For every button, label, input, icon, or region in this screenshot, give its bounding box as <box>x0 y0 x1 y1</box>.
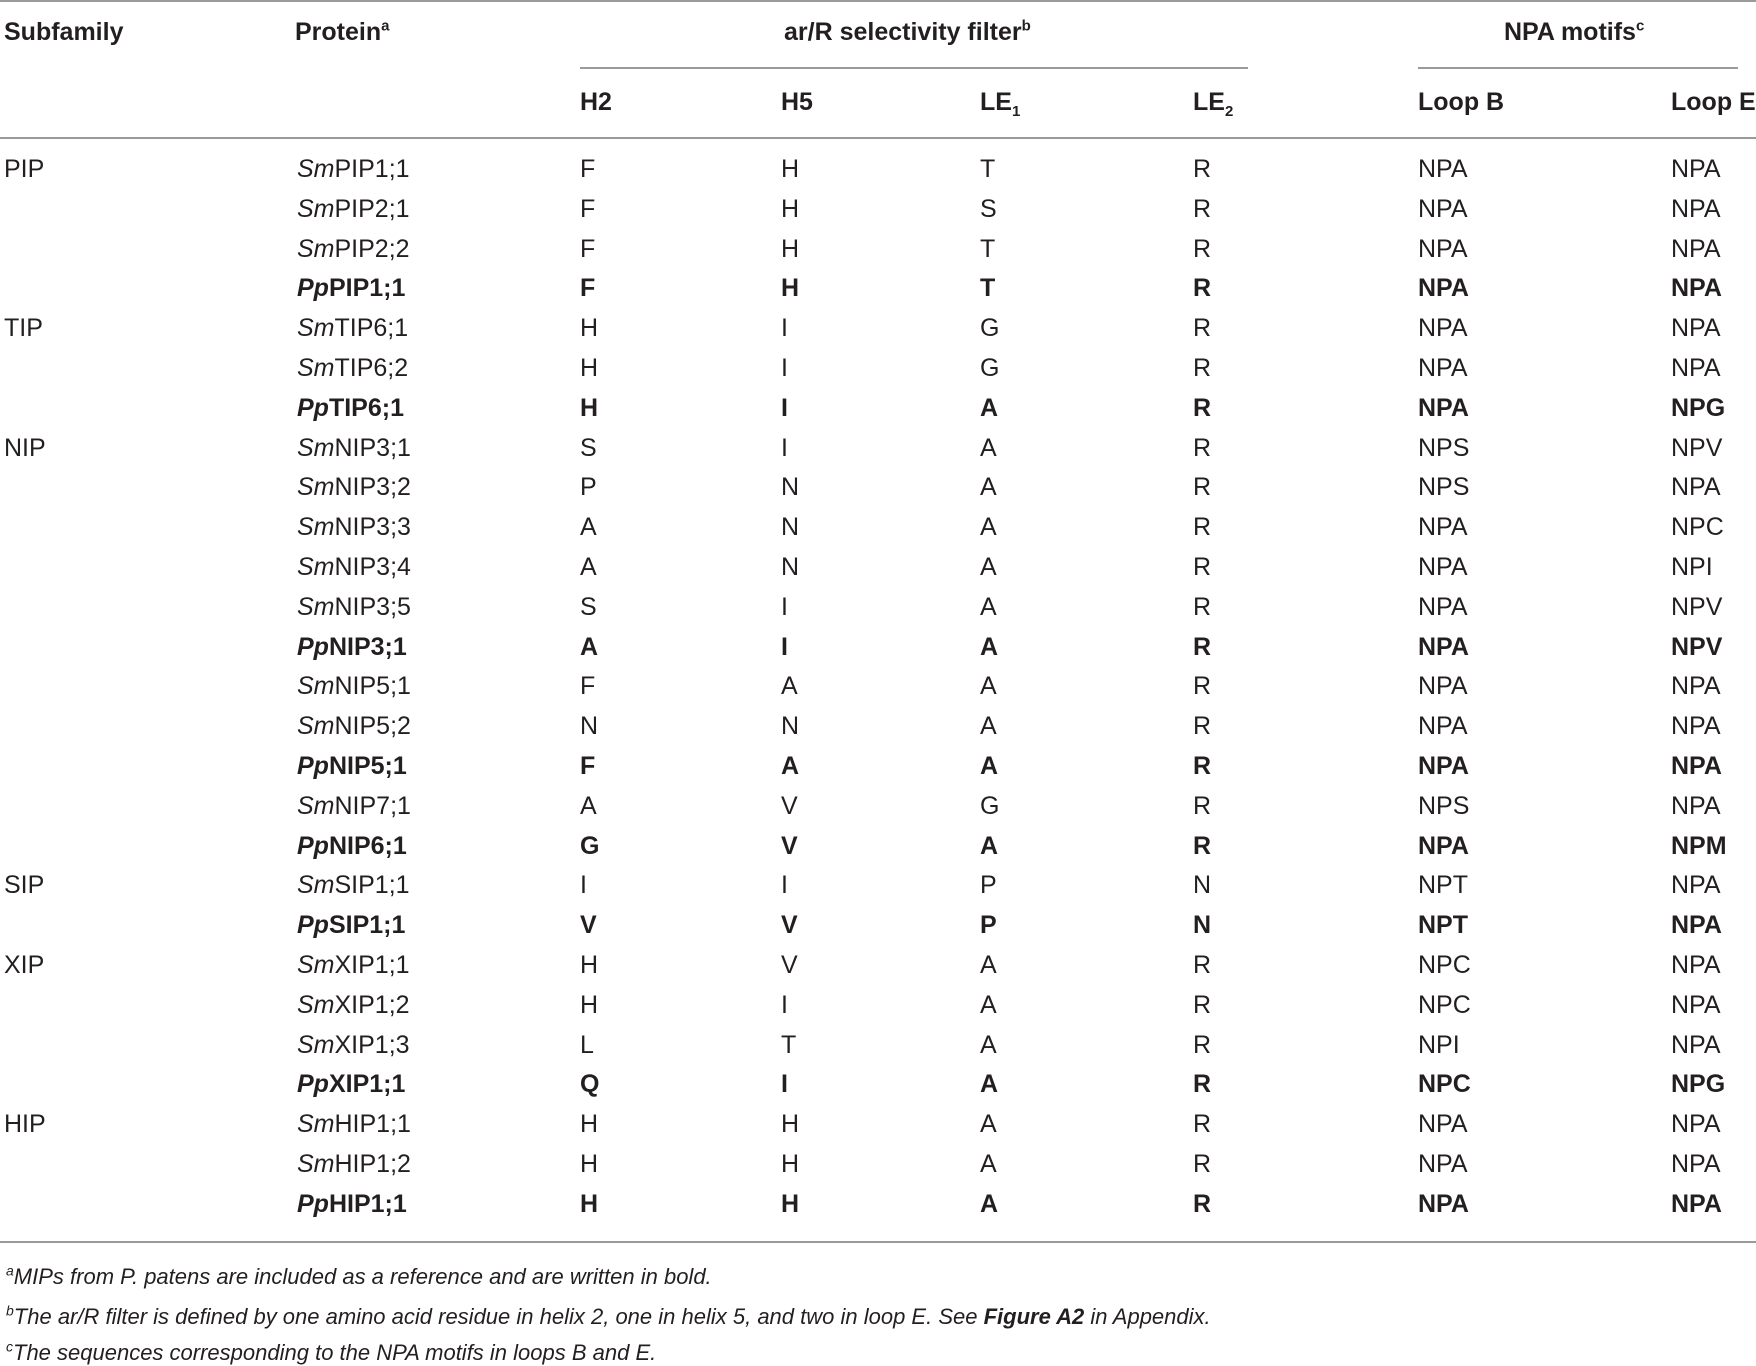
cell-h2: F <box>580 672 596 700</box>
cell-subfamily: NIP <box>4 434 46 462</box>
cell-protein <box>297 714 411 739</box>
cell-loop-b: NPA <box>1418 752 1469 780</box>
cell-loop-e: NPA <box>1671 1150 1721 1178</box>
protein-name: TIP6;1 <box>328 394 404 422</box>
cell-h2: A <box>580 792 597 820</box>
cell-h2: H <box>580 394 599 422</box>
cell-loop-b: NPA <box>1418 513 1468 541</box>
cell-loop-b: NPA <box>1418 195 1468 223</box>
cell-loop-e: NPA <box>1671 991 1721 1019</box>
protein-name: NIP3;1 <box>328 633 407 661</box>
cell-loop-b: NPA <box>1418 235 1468 263</box>
cell-le2: R <box>1193 354 1212 382</box>
cell-protein <box>297 276 405 301</box>
cell-le2: R <box>1193 274 1212 302</box>
cell-h2: H <box>580 1150 599 1178</box>
cell-le2: N <box>1193 911 1212 939</box>
header-loop-b: Loop B <box>1418 88 1505 116</box>
footnote-a: $^a$MIPs from P. patens are included as a reference and are written in bold. <box>6 1262 712 1289</box>
protein-name: PIP1;1 <box>328 274 406 302</box>
protein-name: XIP1;1 <box>328 1070 406 1098</box>
cell-protein <box>297 794 411 819</box>
species-prefix: Pp <box>297 832 329 860</box>
cell-h2: A <box>580 513 597 541</box>
cell-le1: T <box>980 155 996 183</box>
cell-h5: N <box>781 553 800 581</box>
header-le2: $LE_2$ <box>1193 88 1234 120</box>
cell-le2: R <box>1193 473 1212 501</box>
cell-protein <box>297 157 410 182</box>
protein-name: NIP3;1 <box>334 434 411 462</box>
cell-h2: H <box>580 991 599 1019</box>
top-rule <box>0 0 1756 2</box>
cell-h2: H <box>580 314 599 342</box>
cell-h2: P <box>580 473 597 501</box>
species-prefix: Sm <box>297 513 335 541</box>
cell-le1: T <box>980 274 996 302</box>
species-prefix: Pp <box>297 274 329 302</box>
cell-loop-e: NPA <box>1671 1110 1721 1138</box>
cell-loop-e: NPA <box>1671 314 1721 342</box>
cell-le1: T <box>980 235 996 263</box>
figure-a2-link[interactable]: Figure A2 <box>983 1304 1085 1329</box>
cell-h2: F <box>580 752 596 780</box>
protein-name: XIP1;3 <box>334 1031 410 1059</box>
cell-le2: R <box>1193 951 1212 979</box>
cell-loop-b: NPA <box>1418 155 1468 183</box>
cell-le1: A <box>980 394 999 422</box>
cell-loop-b: NPA <box>1418 1150 1468 1178</box>
cell-le2: R <box>1193 672 1212 700</box>
species-prefix: Sm <box>297 792 335 820</box>
cell-loop-b: NPS <box>1418 792 1470 820</box>
cell-protein <box>297 197 410 222</box>
cell-h5: I <box>781 314 788 342</box>
cell-h2: S <box>580 434 597 462</box>
cell-le1: A <box>980 991 997 1019</box>
cell-h5: T <box>781 1031 797 1059</box>
cell-protein <box>297 953 410 978</box>
cell-subfamily: HIP <box>4 1110 46 1138</box>
cell-protein <box>297 515 411 540</box>
cell-protein <box>297 475 411 500</box>
cell-loop-b: NPA <box>1418 1190 1469 1218</box>
cell-loop-e: NPA <box>1671 792 1721 820</box>
species-prefix: Sm <box>297 195 335 223</box>
cell-protein <box>297 993 410 1018</box>
cell-h2: H <box>580 951 599 979</box>
protein-name: SIP1;1 <box>334 871 410 899</box>
cell-loop-b: NPC <box>1418 951 1471 979</box>
cell-loop-b: NPA <box>1418 354 1468 382</box>
bottom-rule <box>0 1241 1756 1243</box>
cell-loop-e: NPG <box>1671 1070 1726 1098</box>
header-h5: H5 <box>781 88 813 116</box>
cell-subfamily: PIP <box>4 155 45 183</box>
species-prefix: Pp <box>297 1070 329 1098</box>
species-prefix: Sm <box>297 434 335 462</box>
cell-h5: V <box>781 792 798 820</box>
cell-protein <box>297 1072 405 1097</box>
cell-le2: R <box>1193 394 1212 422</box>
cell-loop-b: NPA <box>1418 633 1469 661</box>
cell-h2: H <box>580 1190 599 1218</box>
protein-name: NIP3;5 <box>334 593 411 621</box>
cell-protein <box>297 635 407 660</box>
protein-name: NIP3;4 <box>334 553 411 581</box>
cell-loop-b: NPA <box>1418 712 1468 740</box>
cell-h5: H <box>781 1150 800 1178</box>
cell-loop-e: NPA <box>1671 235 1721 263</box>
cell-le1: A <box>980 1031 997 1059</box>
cell-loop-b: NPA <box>1418 274 1469 302</box>
cell-loop-e: NPA <box>1671 354 1721 382</box>
protein-name: NIP3;3 <box>334 513 411 541</box>
cell-loop-e: NPA <box>1671 911 1722 939</box>
protein-name: HIP1;2 <box>334 1150 411 1178</box>
header-h2: H2 <box>580 88 612 116</box>
species-prefix: Sm <box>297 991 335 1019</box>
species-prefix: Sm <box>297 951 335 979</box>
cell-h2: H <box>580 1110 599 1138</box>
cell-h5: N <box>781 473 800 501</box>
footnote-c: $^c$The sequences corresponding to the NPA motifs in loops B and E. <box>6 1338 657 1365</box>
npa-group-rule <box>1418 67 1738 69</box>
cell-loop-b: NPT <box>1418 911 1468 939</box>
cell-h5: N <box>781 513 800 541</box>
cell-loop-b: NPA <box>1418 832 1469 860</box>
protein-name: NIP7;1 <box>334 792 411 820</box>
cell-le2: R <box>1193 434 1212 462</box>
cell-le2: R <box>1193 832 1212 860</box>
cell-h5: N <box>781 712 800 740</box>
species-prefix: Pp <box>297 394 329 422</box>
cell-protein <box>297 396 404 421</box>
species-prefix: Sm <box>297 155 335 183</box>
cell-h5: I <box>781 991 788 1019</box>
cell-le1: G <box>980 314 1000 342</box>
cell-protein <box>297 754 407 779</box>
cell-le1: A <box>980 633 999 661</box>
cell-h5: I <box>781 354 788 382</box>
cell-loop-b: NPS <box>1418 434 1470 462</box>
cell-le1: A <box>980 1150 997 1178</box>
cell-loop-e: NPA <box>1671 195 1721 223</box>
cell-h5: H <box>781 1110 800 1138</box>
cell-loop-b: NPC <box>1418 1070 1471 1098</box>
cell-le1: A <box>980 672 997 700</box>
cell-h2: F <box>580 274 596 302</box>
footnote-b: $^b$The ar/R filter is defined by one amino acid residue in helix 2, one in helix 5, and two in loop E. See Figure A2 in Appendix. <box>6 1302 1211 1329</box>
cell-h5: I <box>781 633 788 661</box>
cell-protein <box>297 595 411 620</box>
header-ar-r-filter: ar/R selectivity filter$^b$ <box>784 17 1031 46</box>
cell-loop-b: NPT <box>1418 871 1468 899</box>
cell-protein <box>297 1192 407 1217</box>
cell-h5: H <box>781 1190 800 1218</box>
cell-le2: R <box>1193 712 1212 740</box>
species-prefix: Sm <box>297 1150 335 1178</box>
cell-le1: P <box>980 911 997 939</box>
cell-loop-b: NPA <box>1418 1110 1468 1138</box>
cell-loop-e: NPV <box>1671 434 1723 462</box>
cell-loop-e: NPC <box>1671 513 1724 541</box>
cell-le2: R <box>1193 195 1212 223</box>
cell-le2: R <box>1193 991 1212 1019</box>
cell-le1: A <box>980 752 999 780</box>
cell-protein <box>297 873 410 898</box>
cell-h2: I <box>580 871 587 899</box>
header-le1: $LE_1$ <box>980 88 1021 120</box>
cell-h5: V <box>781 951 798 979</box>
cell-loop-e: NPA <box>1671 155 1721 183</box>
cell-loop-b: NPA <box>1418 394 1469 422</box>
cell-le1: A <box>980 593 997 621</box>
cell-protein <box>297 1152 411 1177</box>
cell-loop-b: NPI <box>1418 1031 1460 1059</box>
cell-h2: A <box>580 553 597 581</box>
protein-name: NIP5;1 <box>328 752 407 780</box>
cell-subfamily: XIP <box>4 951 45 979</box>
cell-loop-e: NPA <box>1671 1031 1721 1059</box>
header-loop-e: Loop E <box>1671 88 1756 116</box>
species-prefix: Pp <box>297 633 329 661</box>
cell-protein <box>297 356 408 381</box>
cell-le1: A <box>980 553 997 581</box>
cell-le1: A <box>980 712 997 740</box>
cell-le1: G <box>980 354 1000 382</box>
cell-le1: P <box>980 871 997 899</box>
cell-protein <box>297 237 410 262</box>
cell-le2: R <box>1193 513 1212 541</box>
cell-loop-e: NPA <box>1671 672 1721 700</box>
cell-le2: R <box>1193 314 1212 342</box>
protein-name: XIP1;1 <box>334 951 410 979</box>
protein-name: PIP2;2 <box>334 235 410 263</box>
header-protein: Protein$^a$ <box>295 17 390 46</box>
cell-h5: H <box>781 235 800 263</box>
cell-loop-e: NPV <box>1671 593 1723 621</box>
cell-le1: A <box>980 1190 999 1218</box>
header-npa-motifs: NPA motifs$^c$ <box>1504 17 1645 46</box>
species-prefix: Sm <box>297 593 335 621</box>
cell-protein <box>297 316 408 341</box>
species-prefix: Pp <box>297 911 329 939</box>
cell-h2: H <box>580 354 599 382</box>
cell-loop-b: NPC <box>1418 991 1471 1019</box>
cell-le1: A <box>980 513 997 541</box>
species-prefix: Sm <box>297 1031 335 1059</box>
species-prefix: Sm <box>297 314 335 342</box>
cell-h5: I <box>781 871 788 899</box>
cell-le2: N <box>1193 871 1212 899</box>
species-prefix: Sm <box>297 553 335 581</box>
cell-h2: V <box>580 911 597 939</box>
cell-le1: A <box>980 1110 997 1138</box>
cell-subfamily: SIP <box>4 871 45 899</box>
cell-h5: I <box>781 434 788 462</box>
protein-name: TIP6;1 <box>334 314 409 342</box>
cell-le2: R <box>1193 235 1212 263</box>
cell-h2: N <box>580 712 599 740</box>
protein-name: PIP2;1 <box>334 195 410 223</box>
species-prefix: Sm <box>297 1110 335 1138</box>
cell-loop-e: NPM <box>1671 832 1727 860</box>
cell-le2: R <box>1193 633 1212 661</box>
cell-loop-e: NPI <box>1671 553 1713 581</box>
cell-h5: A <box>781 752 800 780</box>
cell-h2: F <box>580 195 596 223</box>
cell-le1: A <box>980 951 997 979</box>
cell-le2: R <box>1193 1031 1212 1059</box>
header-rule <box>0 137 1756 139</box>
cell-le1: G <box>980 792 1000 820</box>
species-prefix: Pp <box>297 1190 329 1218</box>
cell-le2: R <box>1193 1110 1212 1138</box>
protein-name: SIP1;1 <box>328 911 406 939</box>
cell-le1: A <box>980 473 997 501</box>
species-prefix: Sm <box>297 871 335 899</box>
protein-name: NIP6;1 <box>328 832 407 860</box>
species-prefix: Pp <box>297 752 329 780</box>
cell-le2: R <box>1193 553 1212 581</box>
cell-le1: A <box>980 1070 999 1098</box>
cell-protein <box>297 834 407 859</box>
protein-name: HIP1;1 <box>334 1110 411 1138</box>
cell-protein <box>297 436 411 461</box>
cell-loop-e: NPG <box>1671 394 1726 422</box>
cell-loop-e: NPV <box>1671 633 1723 661</box>
cell-h5: V <box>781 832 798 860</box>
cell-le1: A <box>980 832 999 860</box>
species-prefix: Sm <box>297 354 335 382</box>
cell-protein <box>297 1033 410 1058</box>
species-prefix: Sm <box>297 473 335 501</box>
cell-loop-b: NPA <box>1418 553 1468 581</box>
cell-le2: R <box>1193 155 1212 183</box>
cell-le2: R <box>1193 593 1212 621</box>
protein-name: XIP1;2 <box>334 991 410 1019</box>
protein-name: NIP3;2 <box>334 473 411 501</box>
filter-group-rule <box>580 67 1248 69</box>
cell-h2: A <box>580 633 599 661</box>
cell-loop-e: NPA <box>1671 712 1721 740</box>
species-prefix: Sm <box>297 235 335 263</box>
cell-loop-b: NPA <box>1418 593 1468 621</box>
cell-h2: F <box>580 155 596 183</box>
cell-loop-e: NPA <box>1671 1190 1722 1218</box>
cell-h2: Q <box>580 1070 600 1098</box>
cell-le2: R <box>1193 752 1212 780</box>
cell-h2: G <box>580 832 600 860</box>
cell-h2: F <box>580 235 596 263</box>
protein-name: NIP5;1 <box>334 672 411 700</box>
cell-loop-e: NPA <box>1671 473 1721 501</box>
cell-le2: R <box>1193 1070 1212 1098</box>
cell-h5: V <box>781 911 798 939</box>
cell-loop-b: NPA <box>1418 314 1468 342</box>
cell-loop-e: NPA <box>1671 951 1721 979</box>
cell-protein <box>297 674 411 699</box>
species-prefix: Sm <box>297 712 335 740</box>
cell-loop-e: NPA <box>1671 274 1722 302</box>
cell-loop-b: NPS <box>1418 473 1470 501</box>
cell-loop-e: NPA <box>1671 871 1721 899</box>
cell-h2: L <box>580 1031 594 1059</box>
cell-h5: I <box>781 394 788 422</box>
cell-h2: S <box>580 593 597 621</box>
cell-le1: S <box>980 195 997 223</box>
cell-h5: H <box>781 155 800 183</box>
cell-protein <box>297 1112 411 1137</box>
protein-name: TIP6;2 <box>334 354 409 382</box>
cell-le1: A <box>980 434 997 462</box>
protein-name: HIP1;1 <box>328 1190 407 1218</box>
cell-protein <box>297 913 405 938</box>
cell-subfamily: TIP <box>4 314 43 342</box>
header-subfamily: Subfamily <box>4 18 124 46</box>
cell-h5: H <box>781 195 800 223</box>
cell-le2: R <box>1193 792 1212 820</box>
cell-le2: R <box>1193 1190 1212 1218</box>
cell-le2: R <box>1193 1150 1212 1178</box>
cell-h5: H <box>781 274 800 302</box>
cell-h5: I <box>781 1070 788 1098</box>
protein-name: NIP5;2 <box>334 712 411 740</box>
cell-protein <box>297 555 411 580</box>
cell-loop-e: NPA <box>1671 752 1722 780</box>
cell-loop-b: NPA <box>1418 672 1468 700</box>
cell-h5: A <box>781 672 798 700</box>
protein-name: PIP1;1 <box>334 155 410 183</box>
species-prefix: Sm <box>297 672 335 700</box>
cell-h5: I <box>781 593 788 621</box>
